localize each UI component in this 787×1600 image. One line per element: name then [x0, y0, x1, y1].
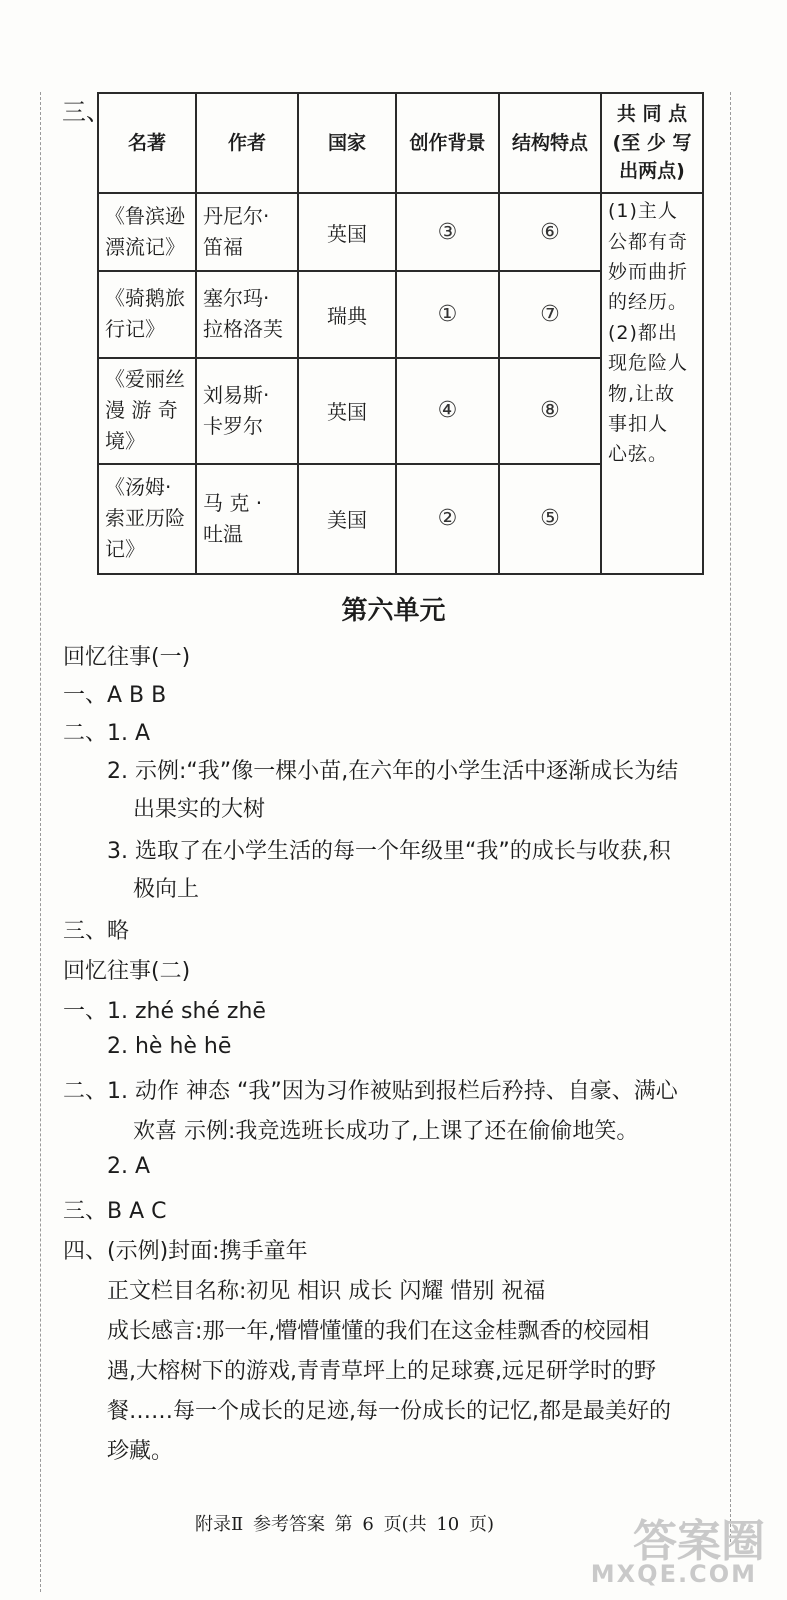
- header-background: 创作背景: [396, 93, 499, 193]
- answer-line: 成长感言:那一年,懵懵懂懂的我们在这金桂飘香的校园相: [107, 1319, 650, 1344]
- header-author: 作者: [196, 93, 298, 193]
- book-author: 马 克 · 吐温: [196, 464, 298, 574]
- book-background: ②: [396, 464, 499, 574]
- book-name: 《爱丽丝 漫 游 奇 境》: [98, 358, 196, 464]
- watermark-url: MXQE.COM: [590, 1560, 757, 1588]
- answer-line: 出果实的大树: [133, 797, 266, 822]
- book-country: 美国: [298, 464, 396, 574]
- book-name: 《骑鹅旅 行记》: [98, 271, 196, 357]
- book-structure: ⑥: [499, 193, 601, 271]
- book-structure: ⑦: [499, 271, 601, 357]
- lesson-heading: 回忆往事(二): [63, 959, 191, 984]
- answer-line: 餐……每一个成长的足迹,每一份成长的记忆,都是最美好的: [107, 1399, 671, 1424]
- answer-line: 二、1. A: [63, 721, 151, 746]
- header-book: 名著: [98, 93, 196, 193]
- answer-line: 二、1. 动作 神态 “我”因为习作被贴到报栏后矜持、自豪、满心: [63, 1079, 678, 1104]
- book-name: 《汤姆· 索亚历险 记》: [98, 464, 196, 574]
- books-table: [97, 92, 704, 575]
- section-3-label: 三、: [62, 98, 110, 126]
- header-country: 国家: [298, 93, 396, 193]
- answer-line: 三、略: [63, 919, 130, 944]
- book-background: ③: [396, 193, 499, 271]
- answer-line: 珍藏。: [107, 1439, 174, 1464]
- book-structure: ⑧: [499, 358, 601, 464]
- answer-line: 遇,大榕树下的游戏,青青草坪上的足球赛,远足研学时的野: [107, 1359, 656, 1384]
- answer-line: 四、(示例)封面:携手童年: [63, 1239, 308, 1264]
- book-name: 《鲁滨逊 漂流记》: [98, 193, 196, 271]
- book-country: 英国: [298, 193, 396, 271]
- left-margin-line: [40, 92, 41, 1592]
- table-row: [98, 193, 703, 271]
- answer-line: 3. 选取了在小学生活的每一个年级里“我”的成长与收获,积: [107, 839, 671, 864]
- header-structure: 结构特点: [499, 93, 601, 193]
- book-author: 塞尔玛· 拉格洛芙: [196, 271, 298, 357]
- unit-title: 第六单元: [341, 596, 446, 626]
- answer-line: 欢喜 示例:我竞选班长成功了,上课了还在偷偷地笑。: [133, 1119, 639, 1144]
- answer-line: 一、1. zhé shé zhē: [63, 999, 266, 1024]
- book-background: ④: [396, 358, 499, 464]
- answer-line: 2. hè hè hē: [107, 1034, 232, 1059]
- watermark-logo: 答案圈: [633, 1516, 765, 1567]
- answer-line: 一、A B B: [63, 683, 167, 708]
- page-footer: 附录Ⅱ 参考答案 第 6 页(共 10 页): [195, 1514, 494, 1535]
- answer-line: 三、B A C: [63, 1199, 167, 1224]
- right-margin-line: [730, 92, 731, 1542]
- book-author: 刘易斯· 卡罗尔: [196, 358, 298, 464]
- header-common: 共 同 点 (至 少 写 出两点): [601, 93, 703, 193]
- table-header-row: [98, 93, 703, 193]
- answer-line: 2. A: [107, 1154, 151, 1179]
- answer-line: 2. 示例:“我”像一棵小苗,在六年的小学生活中逐渐成长为结: [107, 759, 679, 784]
- book-country: 英国: [298, 358, 396, 464]
- book-country: 瑞典: [298, 271, 396, 357]
- answer-line: 极向上: [133, 877, 200, 902]
- common-points: (1)主人 公都有奇 妙而曲折 的经历。 (2)都出 现危险人 物,让故 事扣人 心弦。: [601, 193, 703, 574]
- book-author: 丹尼尔· 笛福: [196, 193, 298, 271]
- book-structure: ⑤: [499, 464, 601, 574]
- book-background: ①: [396, 271, 499, 357]
- answer-line: 正文栏目名称:初见 相识 成长 闪耀 惜别 祝福: [107, 1279, 546, 1304]
- lesson-heading: 回忆往事(一): [63, 645, 191, 670]
